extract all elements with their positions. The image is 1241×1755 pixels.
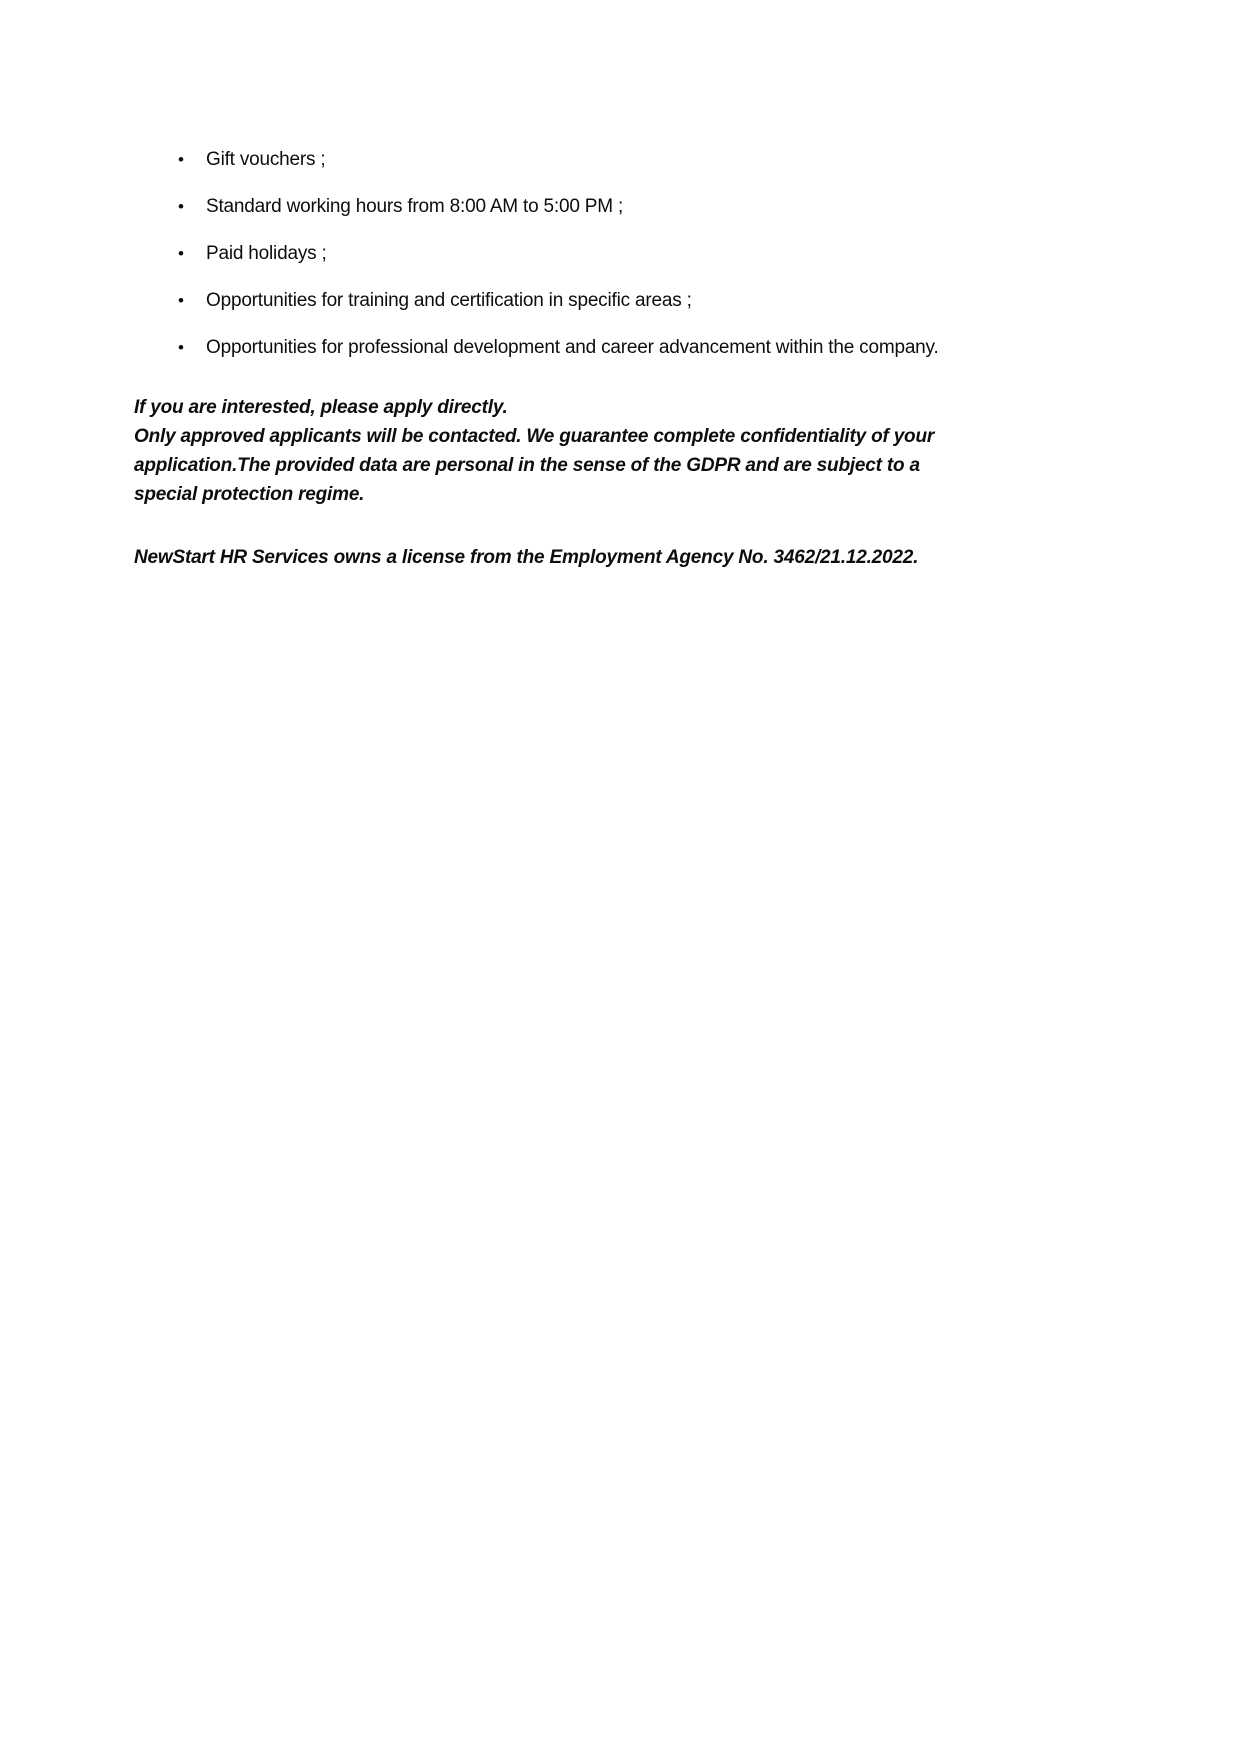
list-item-text: Gift vouchers ; [206, 149, 326, 170]
application-note-line: Only approved applicants will be contacted. We guarantee complete confidentiality of your [134, 426, 935, 447]
list-item-text: Standard working hours from 8:00 AM to 5:00 PM ; [206, 196, 624, 217]
list-item-text: Opportunities for professional development and career advancement within the company. [206, 337, 939, 358]
list-item [134, 239, 1106, 268]
application-note-line: application.The provided data are personal in the sense of the GDPR and are subject to a [134, 455, 920, 476]
list-item-text: Opportunities for training and certification in specific areas ; [206, 290, 692, 311]
list-item [134, 333, 1106, 362]
document-content [134, 145, 1106, 572]
bullet-icon: • [178, 338, 184, 357]
application-note [134, 393, 1106, 509]
list-item [134, 192, 1106, 221]
bullet-icon: • [178, 197, 184, 216]
list-item-text: Paid holidays ; [206, 243, 327, 264]
application-note-line: If you are interested, please apply directly. [134, 397, 508, 418]
bullet-icon: • [178, 150, 184, 169]
benefits-list [134, 145, 1106, 362]
application-note-line: special protection regime. [134, 484, 365, 505]
bullet-icon: • [178, 244, 184, 263]
list-item [134, 286, 1106, 315]
bullet-icon: • [178, 291, 184, 310]
license-note: NewStart HR Services owns a license from the Employment Agency No. 3462/21.12.2022. [134, 547, 919, 568]
list-item [134, 145, 1106, 174]
